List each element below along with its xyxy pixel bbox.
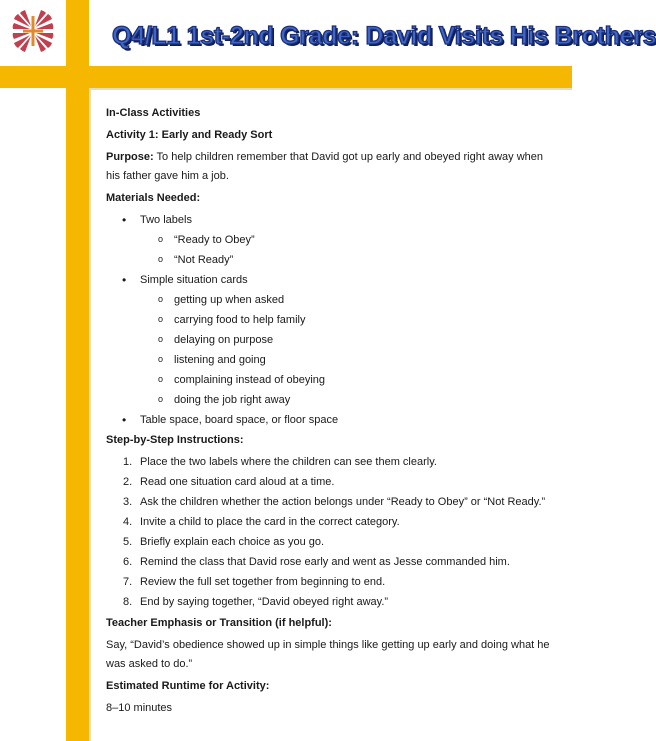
list-item: o listening and going [106, 351, 556, 370]
step-number: 7. [123, 576, 133, 588]
list-item: o getting up when asked [106, 291, 556, 310]
step-number: 6. [123, 556, 133, 568]
step-text: Ask the children whether the action belongs under “Ready to Obey” or “Not Ready.” [140, 496, 546, 508]
step-text: Briefly explain each choice as you go. [140, 536, 325, 548]
list-item: o “Ready to Obey” [106, 231, 556, 250]
lesson-content [106, 104, 556, 721]
emphasis-text: Say, “David’s obedience showed up in simple things like getting up early and doing what he was asked to do.” [106, 639, 550, 670]
materials-list [106, 211, 556, 430]
step-number: 3. [123, 496, 133, 508]
steps-heading: Step-by-Step Instructions: [106, 434, 244, 446]
section-title: In-Class Activities [106, 107, 201, 119]
list-item [106, 271, 556, 410]
materials-cards-item: Simple situation cards [140, 274, 248, 286]
step-text: Remind the class that David rose early and went as Jesse commanded him. [140, 556, 510, 568]
list-item [106, 573, 556, 592]
list-item [106, 533, 556, 552]
church-logo-icon [10, 8, 56, 54]
step-text: Place the two labels where the children can see them clearly. [140, 456, 437, 468]
cross-shadow-vertical [89, 88, 91, 741]
list-item: o “Not Ready” [106, 251, 556, 270]
list-item [106, 593, 556, 612]
step-number: 4. [123, 516, 133, 528]
runtime-heading: Estimated Runtime for Activity: [106, 680, 270, 692]
purpose-paragraph [106, 148, 556, 186]
step-number: 8. [123, 596, 133, 608]
step-text: Review the full set together from beginning to end. [140, 576, 386, 588]
cross-shadow-horizontal [89, 88, 572, 90]
list-item [106, 553, 556, 572]
step-number: 2. [123, 476, 133, 488]
cards-sublist [106, 291, 556, 410]
step-text: End by saying together, “David obeyed right away.” [140, 596, 389, 608]
list-item: o carrying food to help family [106, 311, 556, 330]
steps-list [106, 453, 556, 612]
cross-vertical-bar [66, 0, 89, 741]
purpose-label: Purpose: [106, 151, 154, 163]
labels-sublist [106, 231, 556, 270]
cross-horizontal-bar [0, 66, 572, 88]
list-item: o doing the job right away [106, 391, 556, 410]
list-item: o delaying on purpose [106, 331, 556, 350]
purpose-text: To help children remember that David got up early and obeyed right away when his father gave him a job. [106, 151, 543, 182]
step-number: 1. [123, 456, 133, 468]
activity-title: Activity 1: Early and Ready Sort [106, 129, 273, 141]
materials-heading: Materials Needed: [106, 192, 201, 204]
list-item [106, 473, 556, 492]
list-item: • Table space, board space, or floor space [106, 411, 556, 430]
step-text: Invite a child to place the card in the correct category. [140, 516, 400, 528]
materials-labels-item: Two labels [140, 214, 192, 226]
page-title: Q4/L1 1st-2nd Grade: David Visits His Brothers [112, 22, 656, 50]
list-item: o complaining instead of obeying [106, 371, 556, 390]
list-item [106, 211, 556, 270]
list-item [106, 493, 556, 512]
runtime-text: 8–10 minutes [106, 702, 173, 714]
list-item [106, 513, 556, 532]
step-text: Read one situation card aloud at a time. [140, 476, 335, 488]
step-number: 5. [123, 536, 133, 548]
emphasis-heading: Teacher Emphasis or Transition (if helpful): [106, 617, 332, 629]
list-item [106, 453, 556, 472]
